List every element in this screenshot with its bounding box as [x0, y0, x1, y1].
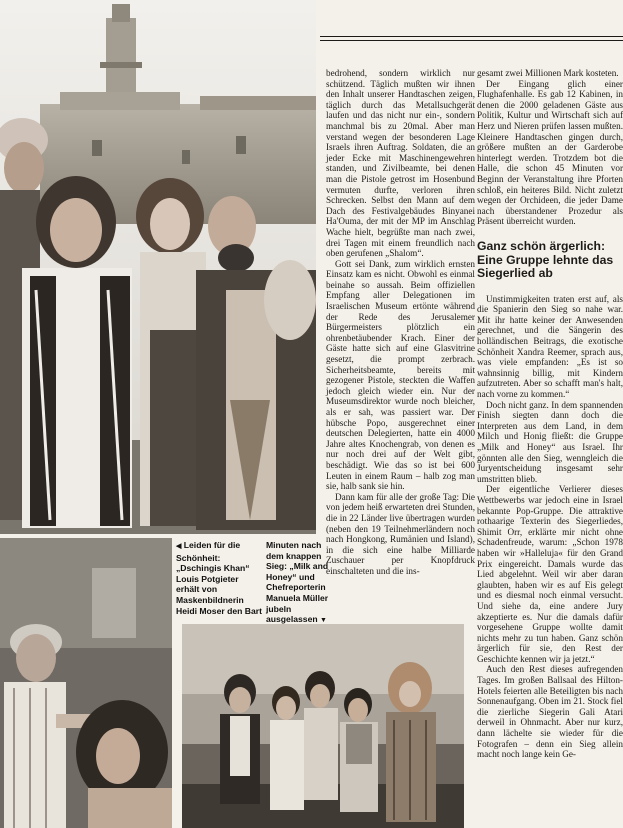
- makeup-photo: [0, 538, 172, 828]
- paragraph: Unstimmigkeiten traten erst auf, als die Spanierin den Sieg so nahe war. Mit ihr hatte keiner der Anwesenden gerechnet, und die Sängerin des holländischen Beitrags, die exotische Schönheit Xandra Reemer, sprach aus, was viele empfanden: „Es ist so wahnsinnig billig, mit Kindern aufzutreten. Aber so schafft man's halt, nach vorne zu kommen.“: [477, 293, 623, 400]
- main-photo-image: [0, 0, 316, 534]
- paragraph: gesamt zwei Millionen Mark kosteten.: [477, 68, 619, 78]
- article-column-b: [477, 68, 623, 828]
- caption-arrow-left-icon: ◀: [176, 543, 182, 550]
- paragraph: Auch den Rest dieses aufregenden Tages. Im großen Ballsaal des Hilton-Hotels feierten alle Beteiligten bis nach Sonnenaufgang. Oben im 21. Stock fiel die zierliche Siegerin Gali Atari derweil in Ohnmacht. Aber nur kurz, dann lächelte sie wieder für die Fotografen – denn ein Sieg allein macht noch lange kein Ge-: [477, 664, 623, 760]
- paragraph: Der eigentliche Verlierer dieses Wettbewerbs war jedoch eine in Israel bekannte Pop-Gruppe. Die attraktive rothaarige Texterin des Siegerliedes, Shimit Orr, erklärte mir nicht ohne Schadenfreude, warum: „Schon 1978 haben wir »Halleluja« für den Grand Prix eingereicht. Damals wurde das Lied abgelehnt. Weil wir aber daran glaubten, haben wir es auf Eis gelegt und es diesmal noch einmal versucht. Und siehe da, eine andere Jury akzeptierte es. Nur die damals dafür vorgesehene Gruppe wollte damit nichts mehr zu tun haben. Ganz schön ärgerlich für sie, den Rest der Geschichte kennen wir ja jetzt.“: [477, 484, 623, 664]
- paragraph: Doch nicht ganz. In dem spannenden Finish siegten dann doch die Interpreten aus dem Land, in dem Milch und Honig fließt: die Gruppe „Milk and Honey“ aus Israel. Ihr gönnten alle den Sieg, wenngleich die Juryentscheidung insgesamt sehr umstritten blieb.: [477, 399, 623, 484]
- decorative-rule-strip: [320, 22, 623, 48]
- section-headline: Ganz schön ärgerlich: Eine Gruppe lehnte das Siegerlied ab: [477, 238, 614, 281]
- caption-group-text: Minuten nach dem knappen Sieg: „Milk and Honey“ und Chefreporterin Manuela Müller jubeln ausgelassen: [266, 540, 329, 625]
- caption-makeup-photo: [176, 540, 264, 616]
- decorative-rule-line: [320, 36, 623, 37]
- caption-group-photo: [266, 540, 330, 627]
- makeup-photo-image: [0, 538, 172, 828]
- main-photo: [0, 0, 316, 534]
- decorative-rule-line: [320, 40, 623, 41]
- paragraph: Der Eingang glich einer Flughafenhalle. Es gab 12 Kabinen, in denen die 2000 geladenen Gäste aus Politik, Kultur und Wirtschaft sich auf Herz und Nieren prüfen lassen mußten. Kleinere Handtaschen gingen durch, größere mußten an der Garderobe hinterlegt werden. Trotzdem bot die Halle, die schon 45 Minuten vor Beginn der Veranstaltung ihre Pforten schloß, ein heiteres Bild. Nicht zuletzt wegen der Orchideen, die jeder Dame nach überstandener Prozedur als Präsent überreicht wurden.: [477, 78, 623, 227]
- group-photo-image: [182, 624, 464, 828]
- paragraph: Gott sei Dank, zum wirklich ernsten Einsatz kam es nicht. Obwohl es einmal beinahe so aussah. Beim offiziellen Empfang aller Delegationen im Israelischen Museum ertönte während der Rede des Jerusalemer Bürgermeisters plötzlich ein ohrenbetäubender Krach. Einer der Gäste hatte sich auf eine Glasvitrine gesetzt, die prompt zerbrach. Sicherheitsbeamte, bereits mit gezogener Pistole, steckten die Waffen jedoch gleich wieder ein. Nur der Museumsdirektor wurde noch bleicher, als er sah, was passiert war. Der hübsche Popo, ausgerechnet einer deutschen Delegierten, hatte ein 4000 Jahre altes Knochengrab, von denen es nur noch drei auf der Welt gibt, beschädigt. Wie das so ist bei 600 Leuten in einem Raum – halb zog man sie, halb sank sie hin.: [326, 258, 475, 492]
- paragraph: bedrohend, sondern wirklich nur schützend. Täglich mußten wir ihnen den Inhalt unserer Handtaschen zeigen, täglich durch das Metallsuchgerät laufen und das nicht nur ein-, sondern manchmal bis zu 20mal. Aber man verstand wegen der besonderen Lage Israels ihren Auftrag. Soldaten, die an jeder Ecke mit Maschinengewehren standen, und Zivilbeamte, bei denen man die Pistole getrost im Hosenbund vermuten durfte, verloren ihren Schrecken. Selbst den Mann auf dem Dach des Festivalgebäudes Binyanei Ha'Ouma, der mit der MP im Anschlag Wache hielt, begrüßte man nach zwei, drei Tagen mit einem freundlich nach oben gerufenen „Shalom“.: [326, 68, 475, 259]
- article-column-a: [326, 68, 475, 628]
- paragraph: Dann kam für alle der große Tag: Die von jedem heiß erwarteten drei Stunden, die in 22 Länder live übertragen wurden (neben den 19 Teilnehmerländern noch nach Hongkong, Rumänien und Island), in die sich eine halbe Milliarde Zuschauer per Knopfdruck einschalteten und die ins-: [326, 491, 475, 576]
- caption-arrow-down-icon: ▼: [319, 617, 327, 625]
- group-photo: [182, 624, 464, 828]
- caption-makeup-text: Leiden für die Schönheit: „Dschingis Khan“ Louis Potgieter erhält von Maskenbildnerin Heidi Moser den Bart: [176, 540, 262, 616]
